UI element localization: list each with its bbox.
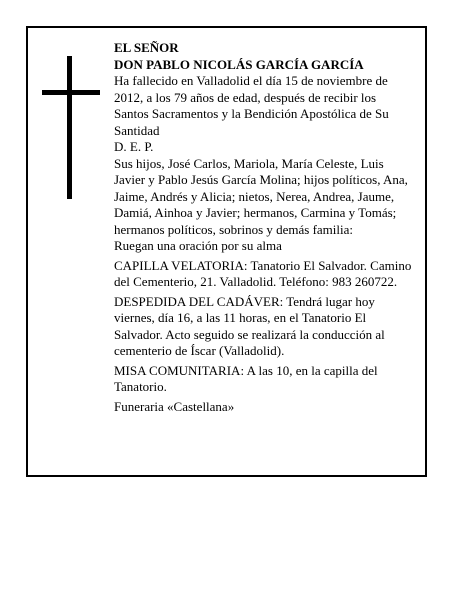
funeral-home: Funeraria «Castellana» [114, 398, 235, 414]
notice-heading: EL SEÑOR [114, 40, 179, 55]
chapel-info: CAPILLA VELATORIA: Tanatorio El Salvador. Camino del Cementerio, 21. Valladolid. Teléfono: 983 260722. [114, 257, 412, 289]
obituary-text [114, 40, 414, 415]
prayer-request: Ruegan una oración por su alma [114, 238, 282, 253]
dep-line: D. E. P. [114, 139, 154, 154]
deceased-name: DON PABLO NICOLÁS GARCÍA GARCÍA [114, 56, 364, 72]
death-statement: Ha fallecido en Valladolid el día 15 de noviembre de 2012, a los 79 años de edad, después de recibir los Santos Sacramentos y la Bendición Apostólica de Su Santidad [114, 73, 389, 138]
cross-vertical-bar [67, 56, 72, 199]
family-list: Sus hijos, José Carlos, Mariola, María Celeste, Luis Javier y Pablo Jesús García Molina; hijos políticos, Ana, Jaime, Andrés y Alicia; nietos, Nerea, Andrea, Jaume, Damiá, Ainhoa y Javier; hermanos, Carmina y Tomás; hermanos políticos, sobrinos y demás familia: [114, 155, 408, 237]
farewell-info: DESPEDIDA DEL CADÁVER: Tendrá lugar hoy viernes, día 16, a las 11 horas, en el Tanatorio El Salvador. Acto seguido se realizará la conducción al cementerio de Íscar (Valladolid). [114, 293, 385, 358]
obituary-notice [26, 26, 427, 477]
latin-cross-icon [42, 56, 100, 199]
mass-info: MISA COMUNITARIA: A las 10, en la capilla del Tanatorio. [114, 362, 378, 394]
cross-horizontal-bar [42, 90, 100, 95]
